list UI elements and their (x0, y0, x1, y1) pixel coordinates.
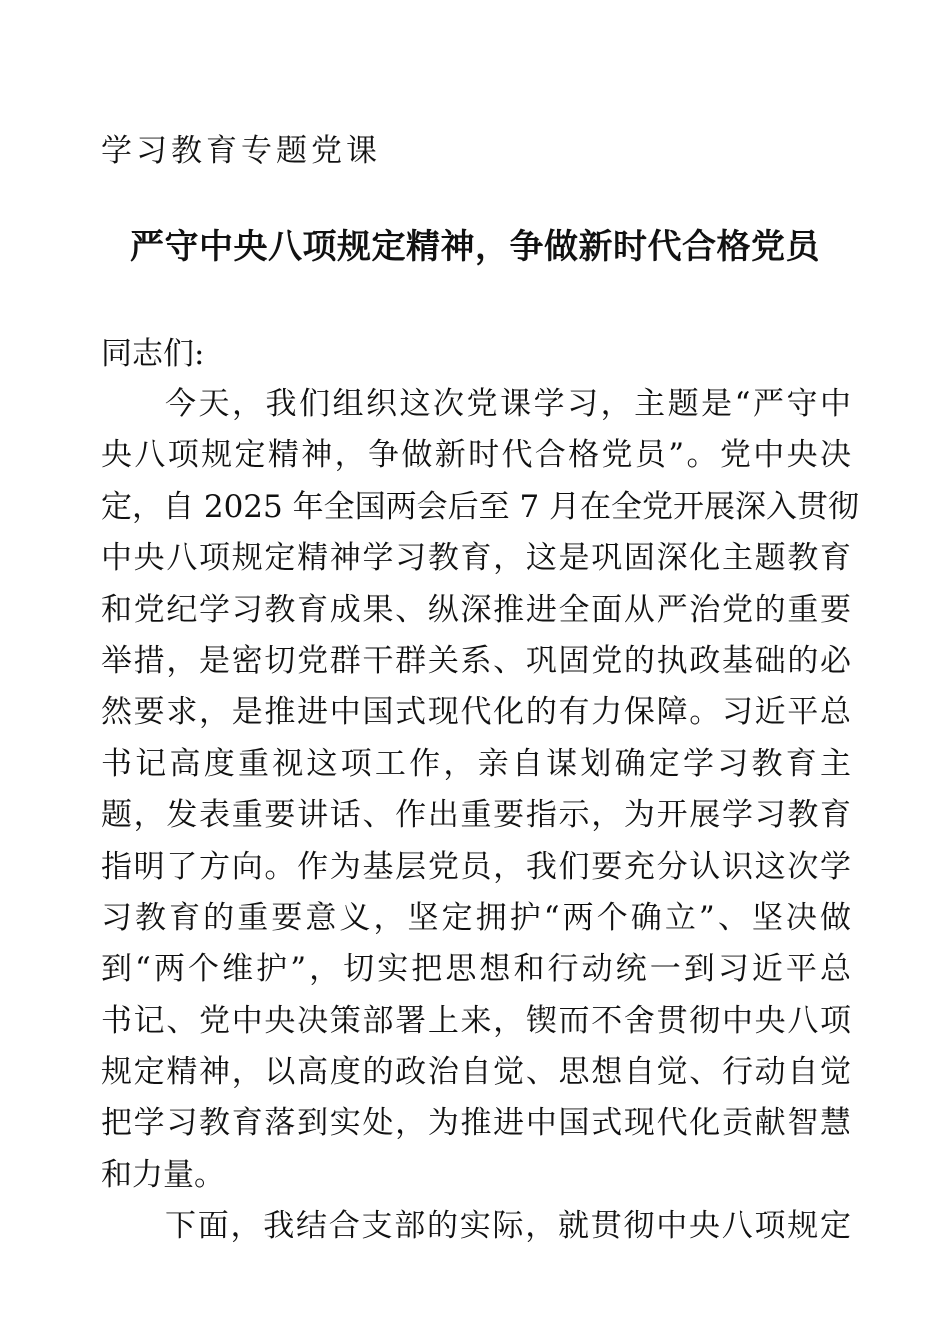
paragraph-line: 到“两个维护”，切实把思想和行动统一到习近平总 (101, 951, 851, 988)
paragraph-line: 举措，是密切党群干群关系、巩固党的执政基础的必 (101, 642, 851, 679)
paragraph-line: 习教育的重要意义，坚定拥护“两个确立”、坚决做 (101, 899, 851, 936)
paragraph-line: 中央八项规定精神学习教育，这是巩固深化主题教育 (101, 540, 851, 577)
paragraph-line: 今天，我们组织这次党课学习，主题是“严守中 (165, 386, 851, 422)
paragraph-line: 下面，我结合支部的实际，就贯彻中央八项规定 (165, 1208, 851, 1245)
document-title: 严守中央八项规定精神，争做新时代合格党员 (130, 227, 820, 267)
paragraph-line: 和力量。 (101, 1156, 225, 1193)
document-subtitle: 学习教育专题党课 (101, 133, 381, 169)
paragraph-line: 央八项规定精神，争做新时代合格党员”。党中央决 (101, 437, 851, 474)
paragraph-line: 规定精神，以高度的政治自觉、思想自觉、行动自觉 (101, 1054, 851, 1091)
paragraph-line: 题，发表重要讲话、作出重要指示，为开展学习教育 (101, 797, 851, 834)
paragraph-line: 把学习教育落到实处，为推进中国式现代化贡献智慧 (101, 1105, 851, 1142)
paragraph-line: 和党纪学习教育成果、纵深推进全面从严治党的重要 (101, 591, 851, 628)
salutation: 同志们: (101, 336, 205, 372)
paragraph-line: 书记高度重视这项工作，亲自谋划确定学习教育主 (101, 745, 851, 782)
paragraph-line: 然要求，是推进中国式现代化的有力保障。习近平总 (101, 694, 851, 731)
paragraph-line: 书记、党中央决策部署上来，锲而不舍贯彻中央八项 (101, 1002, 851, 1039)
paragraph-line: 定，自 2025 年全国两会后至 7 月在全党开展深入贯彻 (101, 488, 860, 525)
body-text (101, 382, 860, 1256)
paragraph-line: 指明了方向。作为基层党员，我们要充分认识这次学 (101, 848, 851, 885)
